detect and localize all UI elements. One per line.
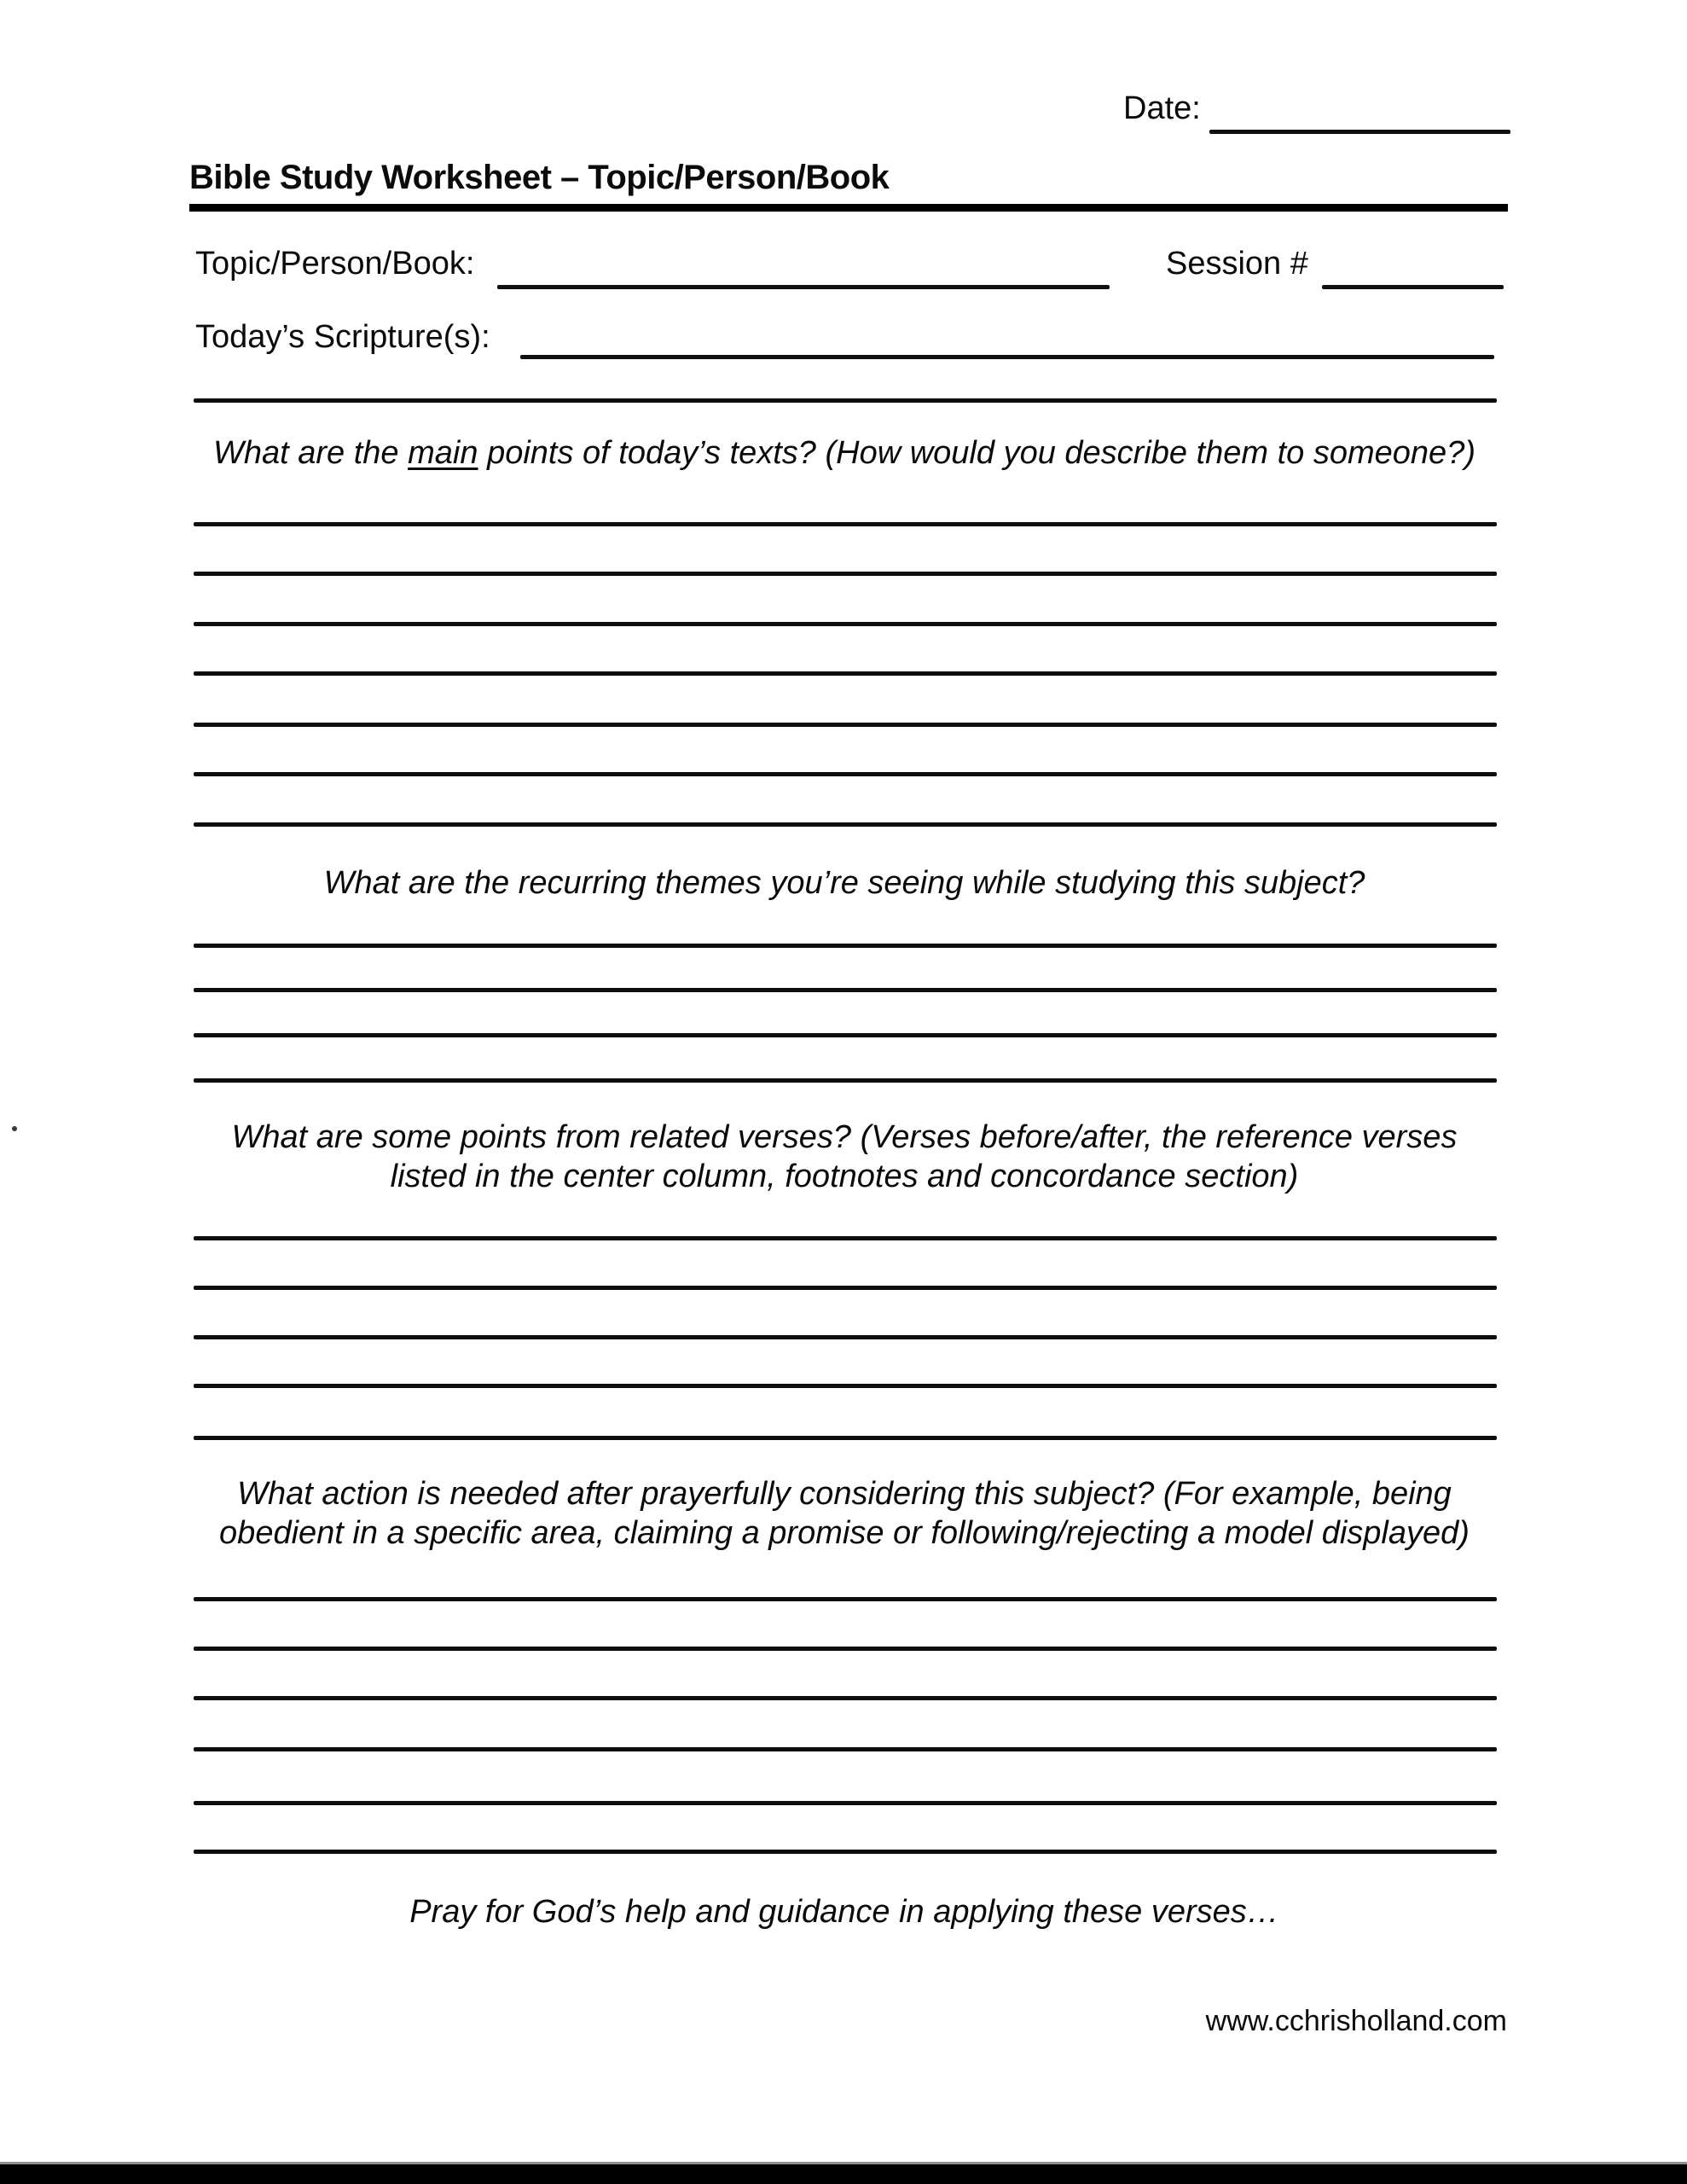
answer-line [194, 1033, 1497, 1037]
question-1-text-pre: What are the [213, 435, 409, 471]
date-blank-line [1209, 130, 1510, 134]
answer-line [194, 822, 1497, 827]
question-1 [192, 433, 1497, 473]
answer-line [194, 1850, 1497, 1854]
answer-line [194, 1335, 1497, 1339]
topic-blank-line [497, 285, 1110, 289]
footer-url: www.cchrisholland.com [1205, 2005, 1507, 2037]
scripture-label: Today’s Scripture(s): [195, 319, 490, 355]
scan-edge-bar [0, 2162, 1687, 2184]
answer-line [194, 944, 1497, 948]
answer-line [194, 522, 1497, 526]
answer-line [194, 1286, 1497, 1290]
question-1-underlined-word: main [408, 435, 478, 471]
question-1-text-post: points of today’s texts? (How would you describe them to someone?) [478, 435, 1475, 471]
answer-line [194, 622, 1497, 626]
page-title: Bible Study Worksheet – Topic/Person/Book [189, 159, 890, 196]
answer-line [194, 1597, 1497, 1601]
answer-line [194, 572, 1497, 576]
session-blank-line [1322, 285, 1504, 289]
answer-line [194, 1384, 1497, 1388]
answer-line [194, 988, 1497, 992]
answer-line [194, 723, 1497, 727]
answer-line [194, 1236, 1497, 1240]
answer-line [194, 1747, 1497, 1751]
answer-line [194, 1647, 1497, 1651]
answer-line [194, 1078, 1497, 1083]
date-label: Date: [1123, 90, 1201, 126]
closing-note: Pray for God’s help and guidance in applying these verses… [409, 1894, 1279, 1930]
session-label: Session # [1166, 246, 1308, 282]
question-4: What action is needed after prayerfully considering this subject? (For example, being obedient in a specific area, claiming a promise or following/rejecting a model displayed) [219, 1476, 1470, 1551]
question-3: What are some points from related verses? (Verses before/after, the reference verses listed in the center column, footnotes and concordance section) [231, 1119, 1458, 1194]
answer-line [194, 1436, 1497, 1440]
title-rule [189, 204, 1508, 212]
answer-line [194, 772, 1497, 776]
answer-line [194, 671, 1497, 676]
scan-artifact-dot [12, 1126, 17, 1131]
topic-label: Topic/Person/Book: [195, 246, 475, 282]
question-2: What are the recurring themes you’re seeing while studying this subject? [323, 865, 1365, 901]
answer-line [194, 1801, 1497, 1805]
answer-line [194, 1696, 1497, 1700]
scripture-blank-line [520, 355, 1494, 359]
scripture-continuation-line [194, 398, 1497, 403]
